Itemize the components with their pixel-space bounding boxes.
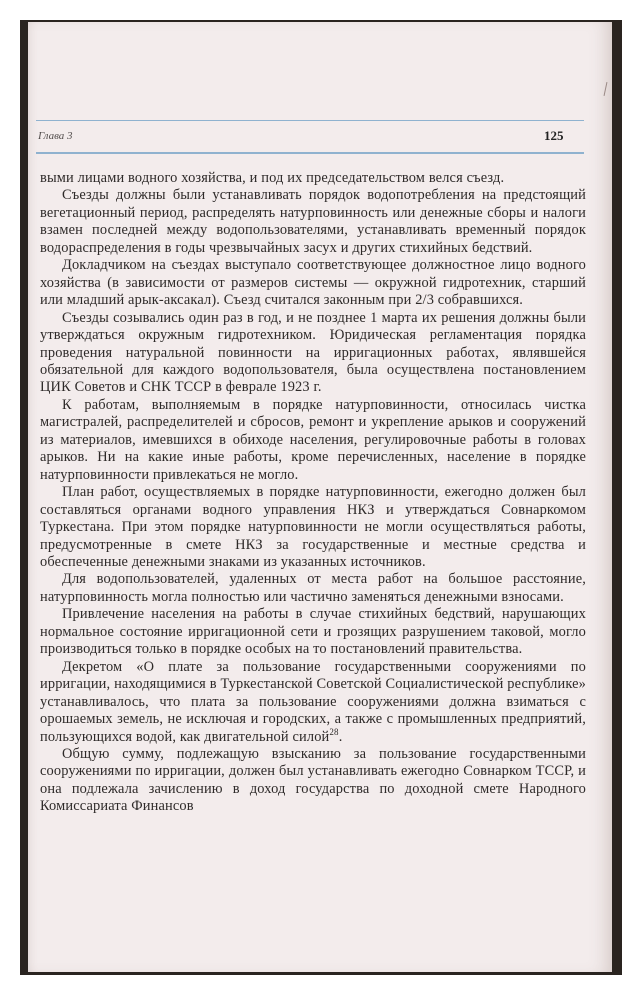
paragraph-9 — [40, 659, 586, 746]
paragraph-6: План работ, осуществляемых в порядке натурповинности, ежегодно должен был составляться органами водного управления НКЗ и утверждаться Совнаркомом Туркестана. При этом порядке натурповинности не могли осуществляться работы, предусмотренные в смете НКЗ за государственные и местные средства и обеспеченные денежными знаками из указанных источников. — [40, 484, 586, 570]
paragraph-8: Привлечение населения на работы в случае стихийных бедствий, нарушающих нормальное состояние ирригационной сети и грозящих разрушением таковой, могло производиться только в порядке особых на то постановлений правительства. — [40, 606, 586, 658]
body-text — [40, 170, 586, 816]
paragraph-1: выми лицами водного хозяйства, и под их председательством велся съезд. — [40, 170, 505, 186]
paragraph-9-end: . — [338, 728, 343, 745]
footnote-reference: 28 — [329, 726, 339, 737]
book-page — [28, 22, 612, 972]
running-head: Глава 3 — [38, 130, 73, 142]
page-number: 125 — [544, 128, 564, 143]
paragraph-4: Съезды созывались один раз в год, и не позднее 1 марта их решения должны были утверждаться окружным гидротехником. Юридическая регламентация порядка проведения натуральной повинности на ирригационных работах, являвшейся обязательной для каждого водопользователя, была осуществлена постановлением ЦИК Советов и СНК ТССР в феврале 1923 г. — [40, 309, 586, 396]
paragraph-7: Для водопользователей, удаленных от места работ на большое расстояние, натурповинность могла полностью или частично заменяться денежными взносами. — [40, 571, 586, 605]
paragraph-3: Докладчиком на съездах выступало соответствующее должностное лицо водного хозяйства (в зависимости от размеров системы — окружной гидротехник, старший или младший арык-аксакал). Съезд считался законным при 2/3 собравшихся. — [40, 257, 586, 309]
paragraph-2: Съезды должны были устанавливать порядок водопотребления на предстоящий вегетационный период, распределять натурповинность или денежные сборы и налоги взамен последней между водопользователями, устанавливать временный порядок водораспределения в годы чрезвычайных засух и других стихийных бедствий. — [40, 187, 586, 256]
header-rule-top — [36, 120, 584, 121]
pencil-mark — [604, 82, 608, 96]
paragraph-10: Общую сумму, подлежащую взысканию за пользование государственными сооружениями по ирригации, должен был устанавливать ежегодно Совнарком ТССР, и она подлежала зачислению в доход государства по доходной смете Народного Комиссариата Финансов — [40, 745, 586, 815]
header-rule-bottom — [36, 152, 584, 154]
paragraph-9-text: Декретом «О плате за пользование государственными сооружениями по ирригации, находящимися в Туркестанской Советской Социалистической республике» устанавливалось, что плата за пользование сооружениями должна взиматься с орошаемых земель, не исключая и городских, а также с промышленных предприятий, пользующихся водой, как двигательной силой — [40, 658, 586, 745]
paragraph-5: К работам, выполняемым в порядке натурповинности, относилась чистка магистралей, распределителей и сбросов, ремонт и укрепление арыков и сооружений из материалов, имевшихся в обиходе населения, регулировочные работы в головах арыков. Ни на какие иные работы, кроме перечисленных, население в порядке натурповинности привлекаться не могло. — [40, 396, 586, 483]
